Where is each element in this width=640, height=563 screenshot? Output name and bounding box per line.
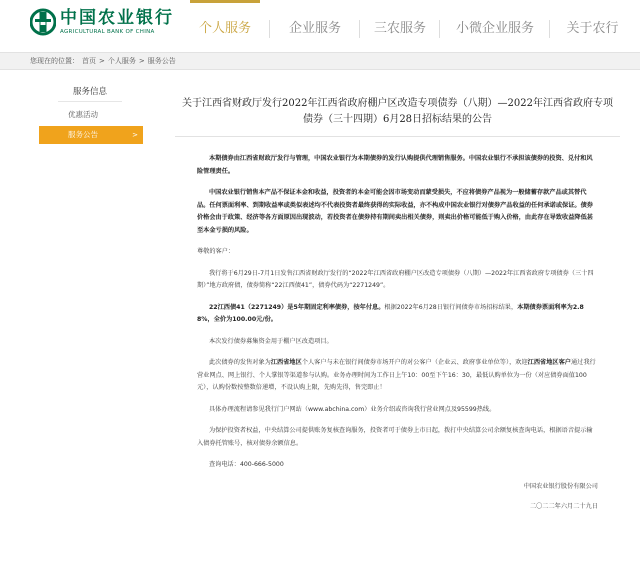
bank-name-en: AGRICULTURAL BANK OF CHINA <box>60 29 155 35</box>
article-body <box>175 137 620 472</box>
breadcrumb <box>0 52 640 70</box>
nav-about-abc[interactable] <box>550 0 635 52</box>
signer: 中国农业银行股份有限公司 <box>523 482 598 490</box>
verification-paragraph: 为保护投资者权益，中央结算公司提供账务复核查询服务，投资者可于债券上市日起，拨打中央结算公司余额复核查询电话，根据语音提示输入债券托管账号，核对债券余额信息。 <box>197 427 593 447</box>
nav-personal-services[interactable] <box>180 0 270 52</box>
nav-label: 三农服务 <box>373 21 426 36</box>
sidebar-item-service-notices[interactable]: 服务公告 > <box>39 126 143 144</box>
disclaimer-paragraph-1: 本期债券由江西省财政厅发行与管理，中国农业银行为本期债券的发行认购提供代理销售服务。中国农业银行不承担该债券的投资、兑付和风险管理责任。 <box>197 155 593 175</box>
greeting: 尊敬的客户： <box>197 248 235 255</box>
hotline: 查询电话：400-666-5000 <box>209 461 284 468</box>
nav-label: 个人服务 <box>198 21 251 36</box>
signature <box>175 481 620 513</box>
breadcrumb-service-notices[interactable]: 服务公告 <box>147 57 176 65</box>
nav-corporate-services[interactable] <box>270 0 360 52</box>
disclaimer-paragraph-2: 中国农业银行销售本产品不保证本金和收益，投资者的本金可能会因市场变动而蒙受损失，不应将债券产品视为一般储蓄存款产品或其替代品。任何票面利率、到期收益率或类似表述均不代表投资者最终获得的实际收益，亦不构成中国农业银行对债券产品收益的任何承诺或保证。债券价格会由于政策、经济等各方面原因出现波动，若投资者在债券持有期间卖出相关债券，则卖出价格可能低于购入价格，由此存在导致收益降低甚至本金亏损的风险。 <box>197 189 593 234</box>
article <box>175 96 620 513</box>
publish-date: 二〇二二年六月二十九日 <box>529 502 598 510</box>
subscription-paragraph: 此次债券的发售对象为江西省地区个人客户与未在银行间债券市场开户的对公客户（企业云、政府事业单位等），欢迎江西省地区客户通过我行营业网点、网上银行、个人掌银等渠道参与认购。业务办理时间为工作日上午10：00至下午16：30，最低认购单位为一份（对应债券面值100元），认购份数按整数倍递增，不设认购上限，先购先得，售完即止！ <box>197 359 596 391</box>
article-title: 关于江西省财政厅发行2022年江西省政府棚户区改造专项债券（八期）—2022年江西省政府专项债券（三十四期）6月28日招标结果的公告 <box>175 96 620 137</box>
bank-name-cn: 中国农业银行 <box>60 8 174 28</box>
nav-agriculture-services[interactable] <box>360 0 440 52</box>
process-paragraph: 具体办理流程请参见我行门户网站（www.abchina.com）业务介绍或咨询我行营业网点及95599热线。 <box>209 405 496 413</box>
nav-small-business-services[interactable] <box>440 0 550 52</box>
nav-label: 关于农行 <box>566 21 619 36</box>
purpose-paragraph: 本次发行债券募集资金用于棚户区改造项目。 <box>209 337 333 345</box>
issue-paragraph: 我行将于6月29日-7月1日发售江西省财政厅发行的“2022年江西省政府棚户区改造专项债券（八期）—2022年江西省政府专项债券（三十四期）”地方政府债，债券简称“22江西债41”，债券代码为“2271249”。 <box>197 269 594 289</box>
breadcrumb-prefix: 您现在的位置： <box>30 57 79 65</box>
nav-label: 企业服务 <box>288 21 341 36</box>
abc-coin-logo-icon <box>30 7 56 37</box>
bank-logo[interactable] <box>30 7 174 37</box>
breadcrumb-personal-services[interactable]: 个人服务 <box>107 57 136 65</box>
sidebar <box>30 80 150 144</box>
breadcrumb-separator: > <box>99 57 105 65</box>
rate-paragraph: 22江西债41（2271249）是5年期固定利率债券，按年付息。根据2022年6月28日银行间债券市场招标结果，本期债券票面利率为2.88%，全价为100.00元/份。 <box>197 303 584 323</box>
sidebar-item-promotions[interactable]: 优惠活动 <box>68 110 98 119</box>
breadcrumb-home[interactable]: 首页 <box>82 57 96 65</box>
breadcrumb-separator: > <box>138 57 145 65</box>
nav-label: 小微企业服务 <box>455 21 534 36</box>
sidebar-title: 服务信息 <box>30 80 150 104</box>
main-nav <box>180 0 635 52</box>
site-header <box>0 0 640 52</box>
